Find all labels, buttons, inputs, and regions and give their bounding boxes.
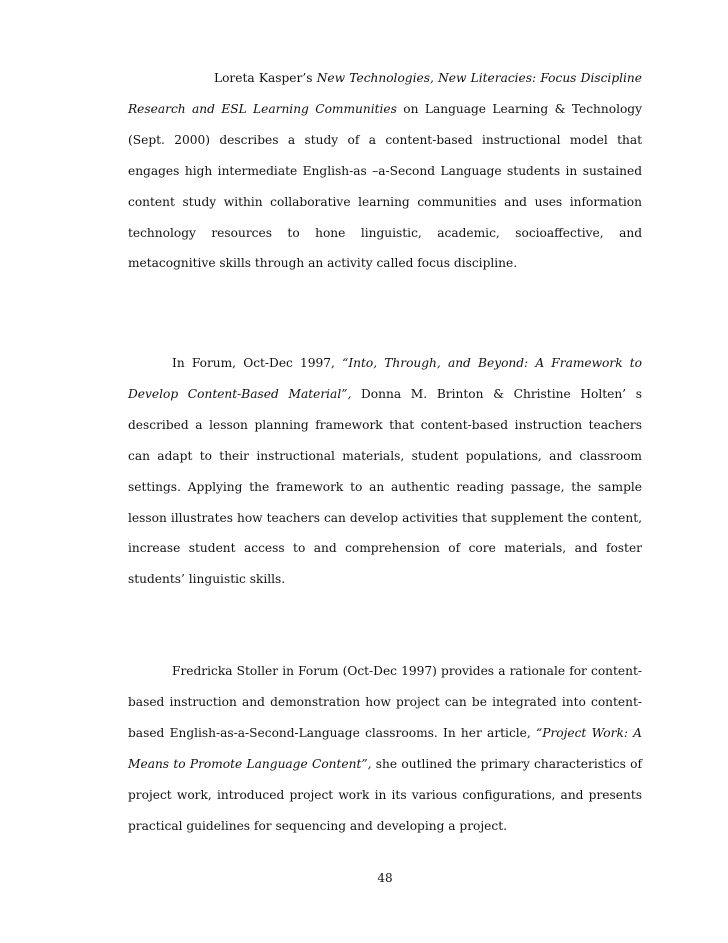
page-number: 48 — [377, 871, 393, 885]
paragraph-text: In Forum, Oct-Dec 1997, — [172, 356, 343, 370]
paragraph-text: she outlined the primary characteristics of project work, introduced project work in its various configurations, and presents practical guidelines for sequencing and developing a project. — [128, 756, 642, 833]
paragraph-kasper — [128, 63, 642, 279]
paragraph-text: Donna M. Brinton & Christine Holten’ s described a lesson planning framework that content-based instruction teachers can adapt to their instructional materials, student populations, and classroom settings. Applying the framework to an authentic reading passage, the sample lesson illustrates how teachers can develop activities that supplement the content, increase student access to and comprehension of core materials, and foster students’ linguistic skills. — [128, 386, 642, 587]
paragraph-brinton-holten — [128, 348, 642, 595]
article-title: “Project Work: A Means to Promote Language Content”, — [128, 725, 642, 771]
paragraph-stoller — [128, 656, 642, 841]
paragraph-text: Fredricka Stoller in Forum (Oct-Dec 1997) provides a rationale for content-based instruction and demonstration how project can be integrated into content-based English-as-a-Second-Language classrooms. In her article, — [128, 664, 642, 740]
article-title: “Into, Through, and Beyond: A Framework to Develop Content-Based Material”, — [128, 356, 642, 401]
paragraph-text: Loreta Kasper’s — [214, 71, 317, 85]
paragraph-text: on Language Learning & Technology (Sept. 2000) describes a study of a content-based instructional model that engages high intermediate English-as –a-Second Language students in sustained content study within collaborative learning communities and uses information technology resources to hone linguistic, academic, socioaffective, and metacognitive skills through an activity called focus discipline. — [128, 101, 642, 271]
article-title: New Technologies, New Literacies: Focus Discipline Research and ESL Learning Communities — [128, 71, 642, 116]
